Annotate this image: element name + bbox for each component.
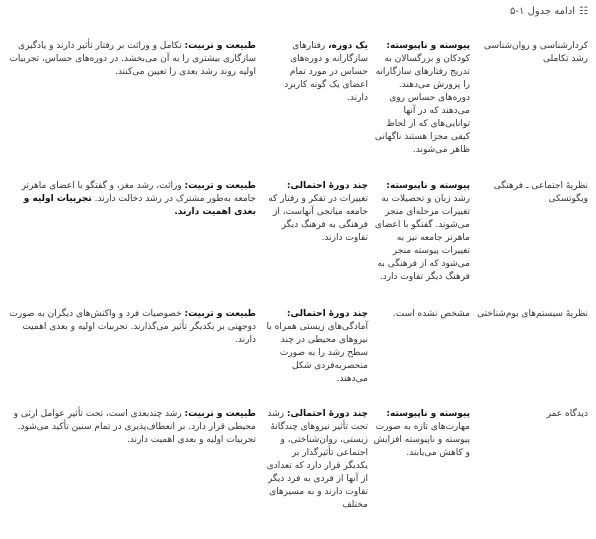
perspective-cell: کردارشناسی و روان‌شناسی رشد تکاملی [483,41,588,64]
continuity-cell [372,40,470,157]
table-row [0,40,596,170]
nature-label: طبیعت و تربیت: [184,41,256,51]
continuity-text: کودکان و بزرگسالان به تدریج رفتارهای سازگارانه را پرورش می‌دهند. دوره‌های حساس روی می‌دهند که در آنها توانایی‌های که از لحاظ کیفی مجزا هستند ناگهانی ظاهر می‌شوند. [374,54,470,155]
continuity-text: رشد زبان و تحصیلات به تغییرات مرحله‌ای منجر می‌شوند. گفتگو با اعضای ماهرتر جامعه نیز به تغییرات پیوسته منجر می‌شود که از فرهنگی به فرهنگ دیگر تفاوت دارد. [374,194,470,282]
nature-cell [8,308,256,347]
nature-cell [8,408,256,447]
perspective-cell: دیدگاه عمر [546,409,588,419]
nature-cell [8,180,256,219]
continuity-text: مشخص نشده است. [392,309,470,319]
course-label: چند دورهٔ احتمالی: [286,181,368,191]
nature-label: طبیعت و تربیت: [184,181,256,191]
course-label: چند دورهٔ احتمالی: [286,409,368,419]
table-row [0,308,596,404]
continuity-cell [372,408,470,460]
nature-text: وراثت، رشد مغز، و گفتگو با اعضای ماهرتر جامعه به‌طور مشترک در رشد دخالت دارند. [21,181,256,204]
course-text: تغییرات در تفکر و رفتار که جامعه میانجی آنهاست، از فرهنگی به فرهنگ دیگر تفاوت دارند. [268,194,368,243]
table-row [0,408,596,539]
nature-cell [8,40,256,79]
nature-text: خصوصیات فرد و واکنش‌های دیگران به صورت دوجهتی بر یکدیگر تأثیر می‌گذارند. تجربیات اولیه و بعدی اهمیت دارند. [9,309,256,345]
course-cell [266,180,368,245]
nature-label: طبیعت و تربیت: [184,409,256,419]
continuity-label: پیوسته و ناپیوسته: [386,181,470,191]
course-cell [266,308,368,386]
nature-text: تکامل و وراثت بر رفتار تأثیر دارند و یادگیری سازگاری بیشتری را به آن می‌بخشد. در دوره‌های حساس، تجربیات اولیه روند رشد بعدی را تعیین می‌کنند. [9,41,256,77]
course-cell [266,408,368,512]
continuity-cell [372,308,470,321]
continuity-label: پیوسته و ناپیوسته: [386,41,470,51]
perspective-cell: نظریهٔ سیستم‌های بوم‌شناختی [477,309,588,319]
nature-emphasis: تجربیات اولیه و بعدی اهمیت دارند. [23,194,256,217]
continuity-cell [372,180,470,284]
perspective-cell: نظریهٔ اجتماعی ـ فرهنگی ویگوتسکی [493,181,588,204]
table-header [388,6,588,26]
nature-text: رشد چندبعدی است، تحت تأثیر عوامل ارثی و محیطی قرار دارد. بر انعطاف‌پذیری در تمام سنین تأکید می‌شود. تجربیات اولیه و بعدی اهمیت دارند. [13,409,256,445]
course-text: رفتارهای سازگارانه و دوره‌های حساس در مورد تمام اعضای یک گونه کاربرد دارند. [284,41,368,103]
course-text: آمادگی‌های زیستی همراه با نیروهای محیطی در چند سطح رشد را به صورت منحصربه‌فردی شکل می‌دهند. [266,322,368,384]
table-icon: ☷ [579,6,588,17]
nature-label: طبیعت و تربیت: [184,309,256,319]
table-row [0,180,596,300]
course-text: رشد تحت تأثیر نیروهای چندگانهٔ زیستی، روان‌شناختی، و اجتماعی تأثیرگذار بر یکدیگر قرار دارد که تعدادی از آنها از فردی به فرد دیگر تفاوت دارند و به مسیرهای مختلف [266,409,368,510]
course-label: یک دوره، [328,41,368,51]
continuity-text: مهارت‌های تازه به صورت پیوسته و ناپیوسته افزایش و کاهش می‌یابند. [373,422,470,458]
continuity-label: پیوسته و ناپیوسته: [386,409,470,419]
course-label: چند دورهٔ احتمالی: [286,309,368,319]
table-title: ادامه جدول ۱-۵ [510,6,576,17]
course-cell [266,40,368,105]
